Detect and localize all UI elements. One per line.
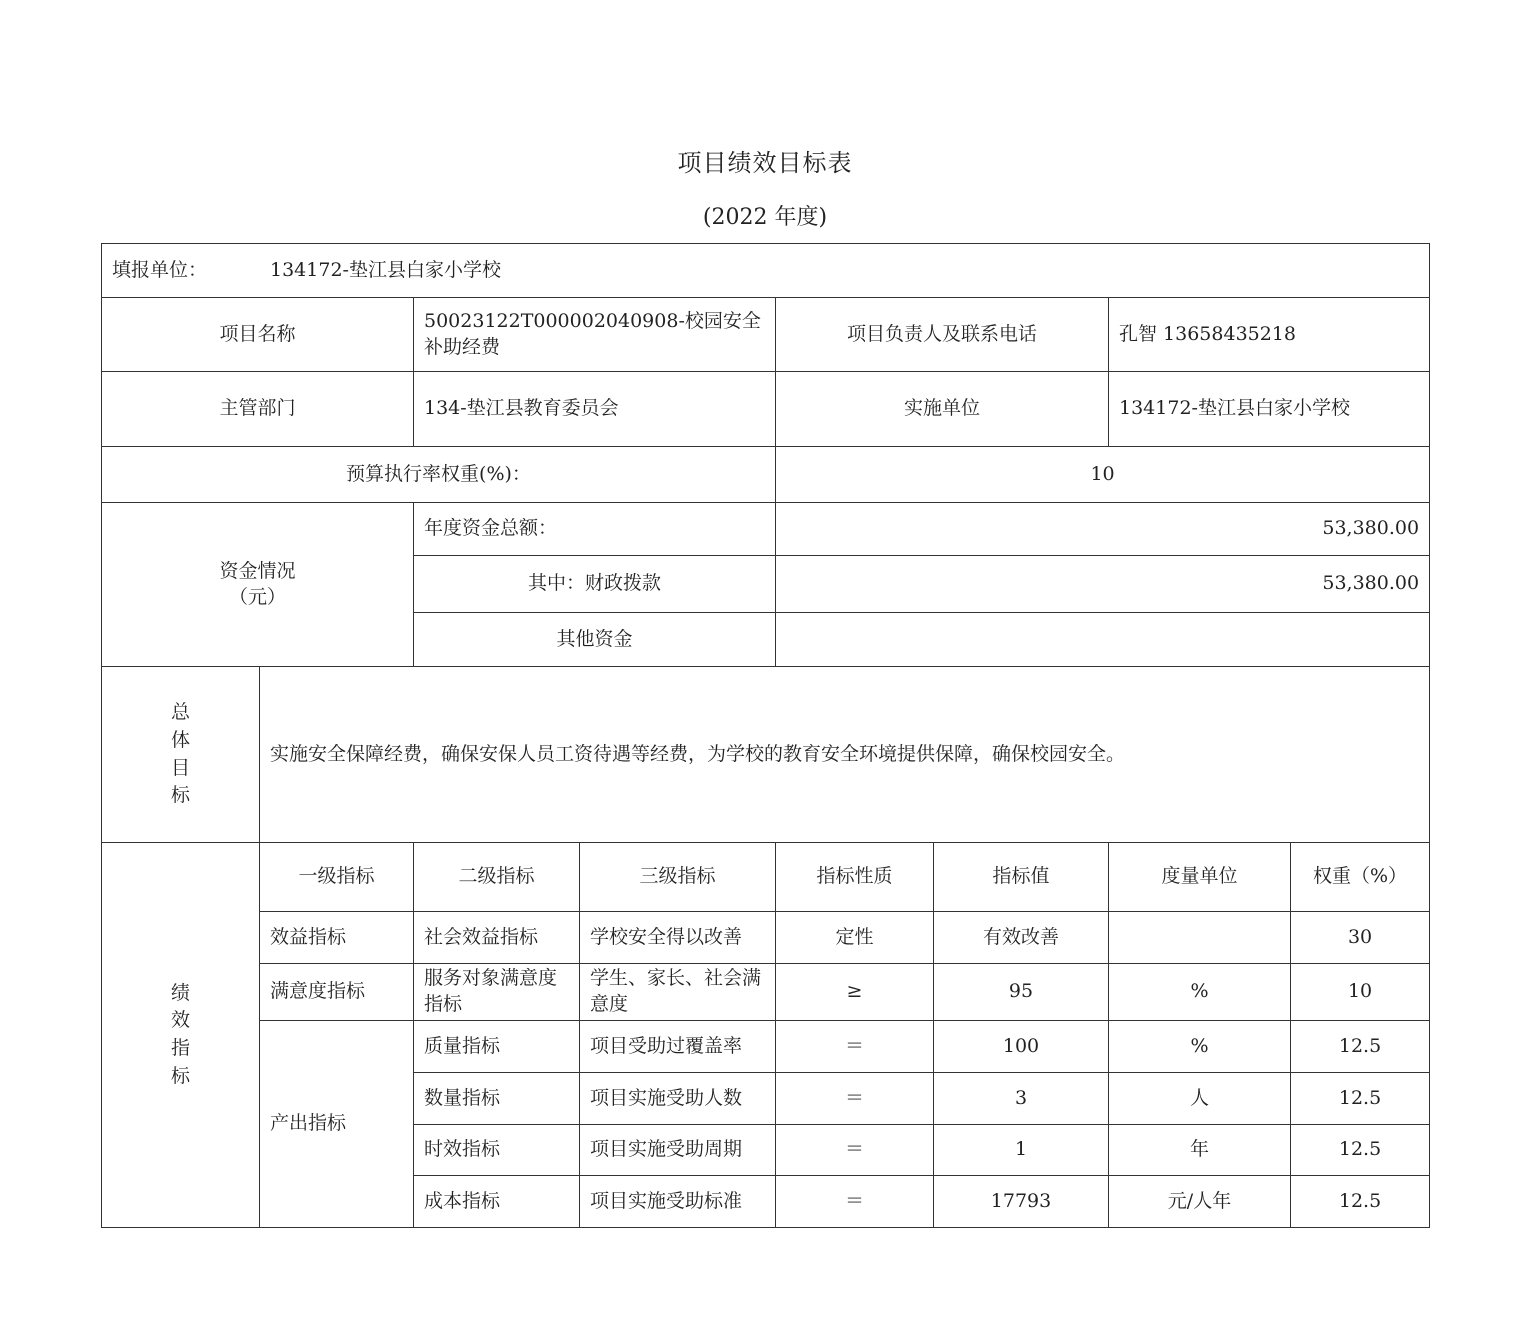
table-row xyxy=(102,964,1430,1021)
budget-weight-row xyxy=(102,447,1430,503)
header-level1: 一级指标 xyxy=(260,843,414,912)
report-unit-value: 134172-垫江县白家小学校 xyxy=(270,258,501,281)
cell-unit: % xyxy=(1109,964,1291,1021)
funds-fiscal-value: 53,380.00 xyxy=(776,556,1430,613)
page-title: 项目绩效目标表 xyxy=(677,149,853,177)
project-contact-value: 孔智 13658435218 xyxy=(1109,298,1430,372)
cell-value: 1 xyxy=(934,1125,1109,1176)
cell-level3: 项目实施受助标准 xyxy=(580,1176,776,1228)
header-value: 指标值 xyxy=(934,843,1109,912)
cell-level3: 学生、家长、社会满意度 xyxy=(580,964,776,1021)
cell-nature: ≥ xyxy=(776,964,934,1021)
cell-unit xyxy=(1109,912,1291,964)
overall-goal-char: 总 xyxy=(170,701,190,724)
implementing-unit-label: 实施单位 xyxy=(776,372,1109,447)
cell-nature: ＝ xyxy=(776,1073,934,1125)
funds-total-label: 年度资金总额： xyxy=(414,503,776,556)
header-nature: 指标性质 xyxy=(776,843,934,912)
implementing-unit-value: 134172-垫江县白家小学校 xyxy=(1109,372,1430,447)
table-row xyxy=(102,1021,1430,1073)
funds-total-value: 53,380.00 xyxy=(776,503,1430,556)
indicators-char: 指 xyxy=(170,1037,190,1059)
budget-weight-label: 预算执行率权重(%)： xyxy=(102,447,776,503)
cell-value: 100 xyxy=(934,1021,1109,1073)
header-unit: 度量单位 xyxy=(1109,843,1291,912)
overall-goal-char: 标 xyxy=(170,784,190,807)
overall-goal-text: 实施安全保障经费，确保安保人员工资待遇等经费，为学校的教育安全环境提供保障，确保校园安全。 xyxy=(260,667,1430,843)
indicators-char: 绩 xyxy=(170,981,190,1004)
cell-unit: % xyxy=(1109,1021,1291,1073)
cell-value: 有效改善 xyxy=(934,912,1109,964)
header-level2: 二级指标 xyxy=(414,843,580,912)
cell-level2: 成本指标 xyxy=(414,1176,580,1228)
cell-level2: 质量指标 xyxy=(414,1021,580,1073)
cell-level3: 项目受助过覆盖率 xyxy=(580,1021,776,1073)
funds-other-value xyxy=(776,613,1430,667)
cell-nature: 定性 xyxy=(776,912,934,964)
cell-weight: 12.5 xyxy=(1291,1176,1430,1228)
cell-nature: ＝ xyxy=(776,1125,934,1176)
report-unit-row xyxy=(102,244,1430,298)
report-unit-cell xyxy=(102,244,1430,298)
performance-target-table xyxy=(101,243,1430,1228)
cell-value: 17793 xyxy=(934,1176,1109,1228)
cell-value: 3 xyxy=(934,1073,1109,1125)
funds-label-line2: （元） xyxy=(228,585,286,608)
funds-label xyxy=(102,503,414,667)
department-label: 主管部门 xyxy=(102,372,414,447)
indicators-label xyxy=(102,843,260,1228)
cell-level1: 效益指标 xyxy=(260,912,414,964)
cell-weight: 30 xyxy=(1291,912,1430,964)
funds-label-line1: 资金情况 xyxy=(219,559,296,582)
funds-total-row xyxy=(102,503,1430,556)
cell-value: 95 xyxy=(934,964,1109,1021)
cell-level2: 社会效益指标 xyxy=(414,912,580,964)
cell-unit: 年 xyxy=(1109,1125,1291,1176)
overall-goal-label xyxy=(102,667,260,843)
funds-other-label: 其他资金 xyxy=(414,613,776,667)
funds-fiscal-label: 其中：财政拨款 xyxy=(414,556,776,613)
indicators-char: 效 xyxy=(170,1009,190,1032)
overall-goal-row xyxy=(102,667,1430,843)
cell-weight: 10 xyxy=(1291,964,1430,1021)
cell-level1-output: 产出指标 xyxy=(260,1021,414,1228)
budget-weight-value: 10 xyxy=(776,447,1430,503)
department-row xyxy=(102,372,1430,447)
header-weight: 权重（%） xyxy=(1291,843,1430,912)
cell-level3: 项目实施受助周期 xyxy=(580,1125,776,1176)
overall-goal-char: 目 xyxy=(170,756,190,779)
cell-level2: 时效指标 xyxy=(414,1125,580,1176)
header-level3: 三级指标 xyxy=(580,843,776,912)
cell-weight: 12.5 xyxy=(1291,1021,1430,1073)
cell-level2: 数量指标 xyxy=(414,1073,580,1125)
cell-level3: 学校安全得以改善 xyxy=(580,912,776,964)
cell-unit: 人 xyxy=(1109,1073,1291,1125)
cell-nature: ＝ xyxy=(776,1021,934,1073)
cell-nature: ＝ xyxy=(776,1176,934,1228)
project-name-value: 50023122T000002040908-校园安全补助经费 xyxy=(414,298,776,372)
indicators-char: 标 xyxy=(170,1064,190,1087)
table-row xyxy=(102,912,1430,964)
page-subtitle-year: (2022 年度) xyxy=(702,205,828,230)
cell-level2: 服务对象满意度指标 xyxy=(414,964,580,1021)
project-name-label: 项目名称 xyxy=(102,298,414,372)
cell-weight: 12.5 xyxy=(1291,1073,1430,1125)
department-value: 134-垫江县教育委员会 xyxy=(414,372,776,447)
cell-unit: 元/人年 xyxy=(1109,1176,1291,1228)
indicator-header-row xyxy=(102,843,1430,912)
report-unit-label: 填报单位： xyxy=(112,258,208,281)
overall-goal-char: 体 xyxy=(170,728,190,751)
project-contact-label: 项目负责人及联系电话 xyxy=(776,298,1109,372)
cell-level3: 项目实施受助人数 xyxy=(580,1073,776,1125)
cell-weight: 12.5 xyxy=(1291,1125,1430,1176)
cell-level1: 满意度指标 xyxy=(260,964,414,1021)
project-name-row xyxy=(102,298,1430,372)
